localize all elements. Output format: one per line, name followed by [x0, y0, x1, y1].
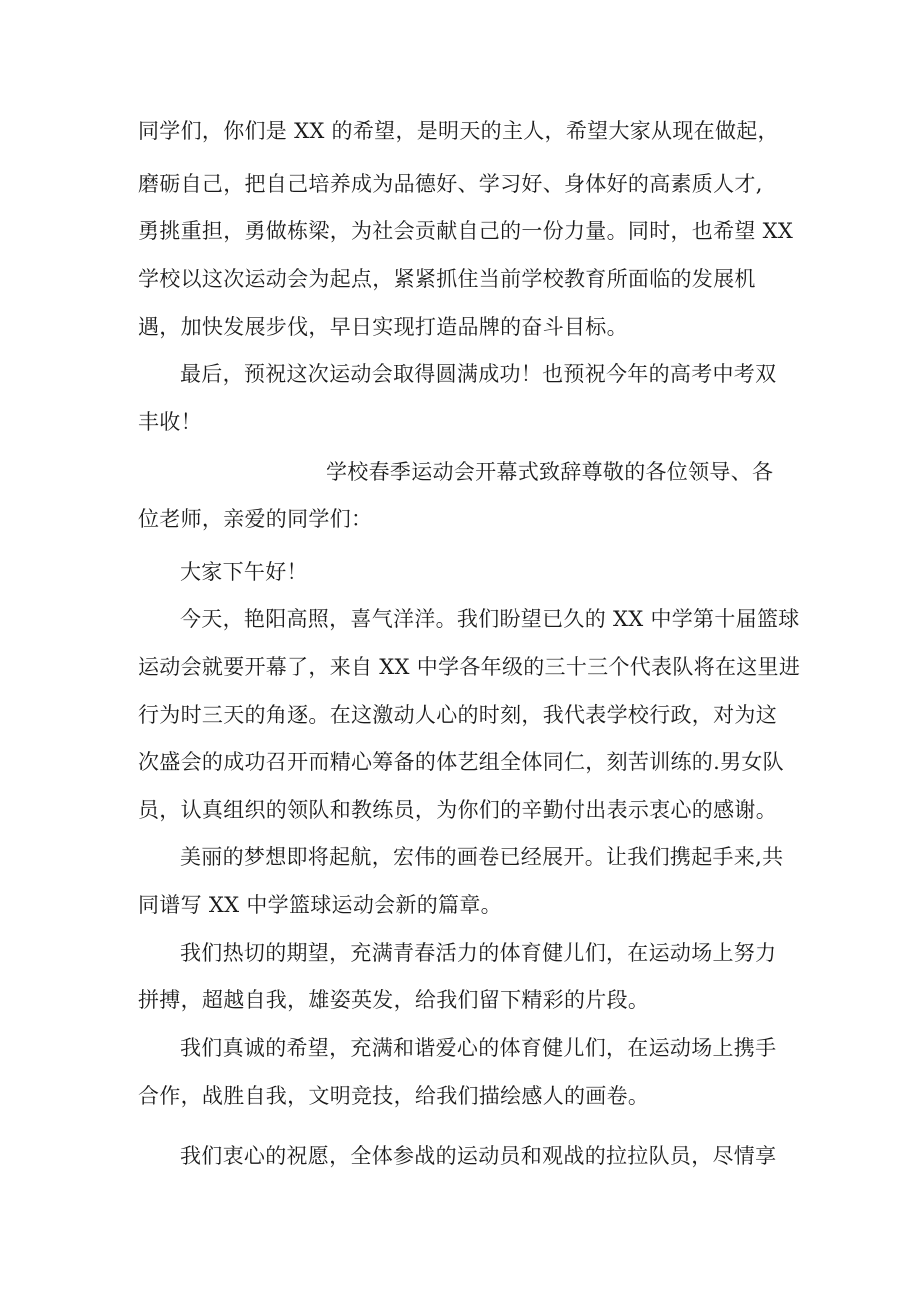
- paragraph-start-line: 我们热切的期望，充满青春活力的体育健儿们，在运动场上努力: [180, 941, 777, 965]
- text-line: 行为时三天的角逐。在这激动人心的时刻，我代表学校行政，对为这: [138, 703, 777, 727]
- paragraph-start-line: 今天，艳阳高照，喜气洋洋。我们盼望已久的 XX 中学第十届篮球: [180, 607, 800, 631]
- text-line: 丰收！: [138, 410, 202, 434]
- paragraph-start-line: 大家下午好！: [180, 560, 308, 584]
- text-line: 学校以这次运动会为起点，紧紧抓住当前学校教育所面临的发展机: [138, 267, 756, 291]
- paragraph-start-line: 我们真诚的希望，充满和谐爱心的体育健儿们，在运动场上携手: [180, 1036, 777, 1060]
- text-line: 位老师，亲爱的同学们：: [138, 507, 373, 531]
- text-line: 磨砺自己，把自己培养成为品德好、学习好、身体好的高素质人才,: [138, 172, 763, 196]
- text-line: 次盛会的成功召开而精心筹备的体艺组全体同仁，刻苦训练的.男女队: [138, 750, 784, 774]
- paragraph-start-line: 最后，预祝这次运动会取得圆满成功！也预祝今年的高考中考双: [180, 362, 777, 386]
- text-line: 运动会就要开幕了，来自 XX 中学各年级的三十三个代表队将在这里进: [138, 655, 801, 679]
- paragraph-start-line: 美丽的梦想即将起航，宏伟的画卷已经展开。让我们携起手来,共: [180, 845, 784, 869]
- title-line: 学校春季运动会开幕式致辞尊敬的各位领导、各: [326, 460, 774, 484]
- text-line: 拼搏，超越自我，雄姿英发，给我们留下精彩的片段。: [138, 988, 650, 1012]
- text-line: 勇挑重担，勇做栋梁，为社会贡献自己的一份力量。同时，也希望 XX: [138, 219, 794, 243]
- text-line: 员，认真组织的领队和教练员，为你们的辛勤付出表示衷心的感谢。: [138, 798, 777, 822]
- text-line: 合作，战胜自我，文明竞技，给我们描绘感人的画卷。: [138, 1084, 650, 1108]
- text-line: 同学们，你们是 XX 的希望，是明天的主人，希望大家从现在做起，: [138, 119, 779, 143]
- text-line: 遇，加快发展步伐，早日实现打造品牌的奋斗目标。: [138, 315, 628, 339]
- paragraph-start-line: 我们衷心的祝愿，全体参战的运动员和观战的拉拉队员，尽情享: [180, 1144, 777, 1168]
- text-line: 同谱写 XX 中学篮球运动会新的篇章。: [138, 893, 502, 917]
